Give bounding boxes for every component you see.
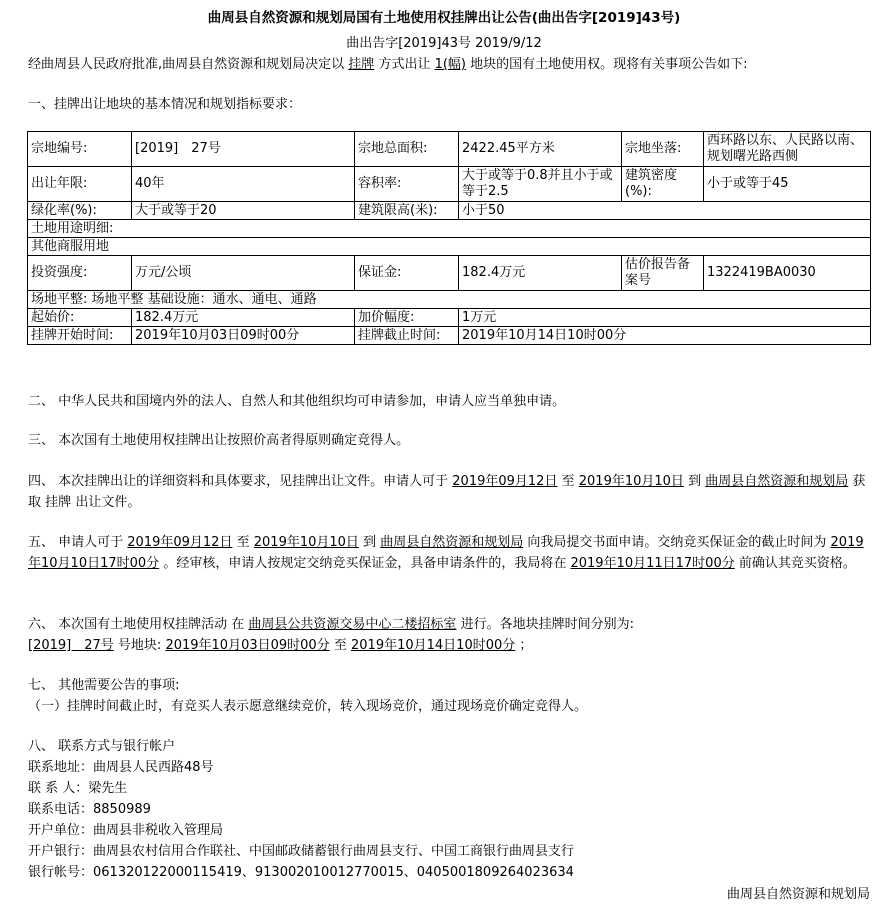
account-bank: 开户银行：曲周县农村信用合作联社、中国邮政储蓄银行曲周县支行、中国工商银行曲周县支行 bbox=[28, 844, 575, 859]
account-unit: 开户单位：曲周县非税收入管理局 bbox=[28, 823, 224, 838]
section-8-title: 八、 联系方式与银行帐户 bbox=[28, 739, 176, 754]
section-5: 五、 申请人可于 2019年09月12日 至 2019年10月10日 到 曲周县自然资源和规划局 向我局提交书面申请。交纳竞买保证金的截止时间为 2019年10月10日17时00分 。经审核，申请人按规定交纳竞买保证金，具备申请条件的，我局将在 2019年10月11日17时00分 前确认其竞买资格。 bbox=[28, 535, 864, 571]
date-link[interactable]: 2019年10月10日 bbox=[578, 474, 684, 489]
table-row: 其他商服用地 bbox=[28, 238, 871, 256]
intro-paragraph: 经曲周县人民政府批准,曲周县自然资源和规划局决定以 挂牌 方式出让 1(幅) 地块的国有土地使用权。现将有关事项公告如下: bbox=[28, 57, 748, 72]
table-row: 投资强度: 万元/公顷 保证金: 182.4万元 估价报告备案号 1322419BA0030 bbox=[28, 256, 871, 291]
section-7 bbox=[28, 675, 868, 717]
table-row: 出让年限: 40年 容积率: 大于或等于0.8并且小于或等于2.5 建筑密度(%): 小于或等于45 bbox=[28, 167, 871, 202]
table-row: 土地用途明细: bbox=[28, 220, 871, 238]
section-4: 四、 本次挂牌出让的详细资料和具体要求，见挂牌出让文件。申请人可于 2019年09月12日 至 2019年10月10日 到 曲周县自然资源和规划局 获取 挂牌 出让文件。 bbox=[28, 474, 866, 510]
method-link[interactable]: 挂牌 bbox=[348, 57, 375, 72]
contact-phone: 联系电话：8850989 bbox=[28, 802, 151, 817]
date-link[interactable]: 2019年10月10日 bbox=[253, 535, 359, 550]
signature: 曲周县自然资源和规划局 bbox=[726, 887, 870, 902]
count-link[interactable]: 1(幅) bbox=[434, 57, 467, 72]
section-2: 二、 中华人民共和国境内外的法人、自然人和其他组织均可申请参加，申请人应当单独申请。 bbox=[28, 394, 566, 409]
section-7-item: （一）挂牌时间截止时，有竞买人表示愿意继续竞价，转入现场竞价，通过现场竞价确定竞得人。 bbox=[28, 699, 588, 714]
office-link[interactable]: 曲周县自然资源和规划局 bbox=[705, 474, 849, 489]
venue-link[interactable]: 曲周县公共资源交易中心二楼招标室 bbox=[248, 617, 457, 632]
section-7-title: 七、 其他需要公告的事项: bbox=[28, 678, 180, 693]
table-row: 绿化率(%): 大于或等于20 建筑限高(米): 小于50 bbox=[28, 202, 871, 220]
section-8 bbox=[28, 736, 868, 883]
notice-title: 曲周县自然资源和规划局国有土地使用权挂牌出让公告(曲出告字[2019]43号) bbox=[207, 10, 681, 26]
table-row: 起始价: 182.4万元 加价幅度: 1万元 bbox=[28, 309, 871, 327]
parcel-info-table bbox=[27, 131, 871, 345]
date-link[interactable]: 2019年10月03日09时00分 bbox=[165, 638, 330, 653]
date-link[interactable]: 2019年10月14日10时00分 bbox=[351, 638, 516, 653]
table-row: 场地平整: 场地平整 基础设施：通水、通电、通路 bbox=[28, 291, 871, 309]
date-link[interactable]: 2019年09月12日 bbox=[452, 474, 558, 489]
section-1-title: 一、挂牌出让地块的基本情况和规划指标要求： bbox=[28, 97, 302, 112]
contact-person: 联 系 人：梁先生 bbox=[28, 781, 128, 796]
notice-subtitle: 曲出告字[2019]43号 2019/9/12 bbox=[346, 36, 542, 51]
section-3: 三、 本次国有土地使用权挂牌出让按照价高者得原则确定竞得人。 bbox=[28, 433, 410, 448]
parcel-link[interactable]: [2019] 27号 bbox=[28, 638, 114, 653]
section-6: 六、 本次国有土地使用权挂牌活动 在 曲周县公共资源交易中心二楼招标室 进行。各地块挂牌时间分别为: [2019] 27号 号地块: 2019年10月03日09时00分 至 2019年10月14日10时00分 ； bbox=[28, 617, 634, 653]
confirm-date-link[interactable]: 2019年10月11日17时00分 bbox=[570, 556, 735, 571]
table-row: 宗地编号: [2019] 27号 宗地总面积: 2422.45平方米 宗地坐落: 西环路以东、人民路以南、规划曙光路西侧 bbox=[28, 132, 871, 167]
office-link[interactable]: 曲周县自然资源和规划局 bbox=[380, 535, 524, 550]
deadline-link[interactable]: 2019年10月10日17时00分 bbox=[28, 535, 864, 571]
date-link[interactable]: 2019年09月12日 bbox=[127, 535, 233, 550]
contact-address: 联系地址：曲周县人民西路48号 bbox=[28, 760, 214, 775]
table-row: 挂牌开始时间: 2019年10月03日09时00分 挂牌截止时间: 2019年10月14日10时00分 bbox=[28, 327, 871, 345]
account-number: 银行帐号：061320122000115419、913002010012770015、0405001809264023634 bbox=[28, 865, 574, 880]
